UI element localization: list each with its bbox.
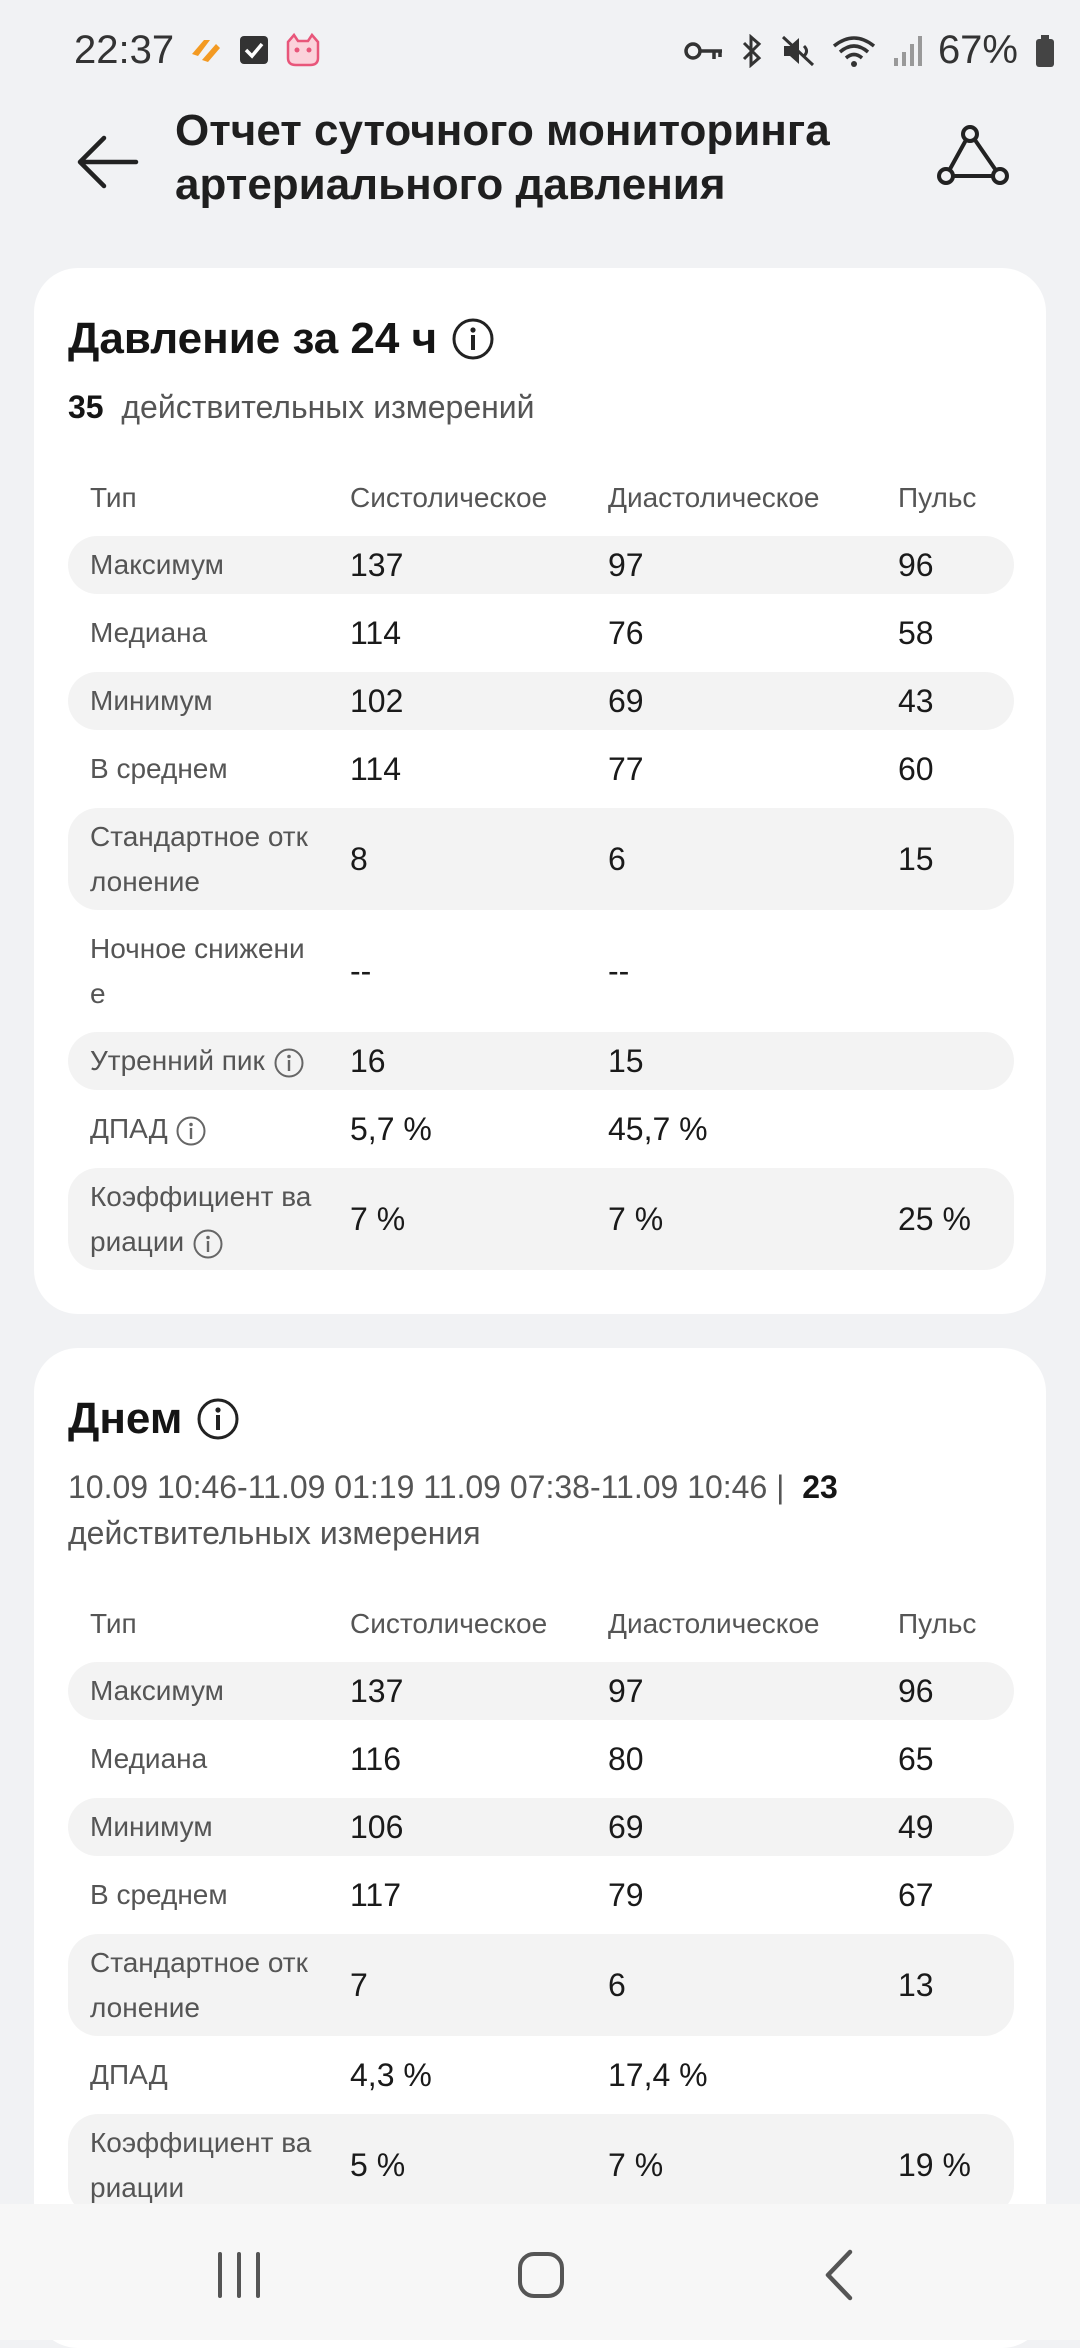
- daytime-card: [34, 1348, 1046, 2348]
- table-row: В среднем 114 77 60: [90, 751, 934, 787]
- table-row: Коэффициент ва риации 5 % 7 % 19 %: [68, 2114, 1014, 2216]
- table-row: Стандартное отк лонение 8 6 15: [68, 808, 1014, 910]
- table-row: Утренний пик 16 15: [68, 1032, 1014, 1090]
- measurement-count: 35 действительных измерений: [68, 389, 535, 425]
- col-type: Тип: [90, 1608, 137, 1639]
- col-pulse: Пульс: [898, 482, 977, 513]
- status-time: 22:37: [74, 28, 175, 72]
- info-icon[interactable]: [451, 317, 495, 361]
- home-icon: [506, 2240, 576, 2310]
- table-row: Медиана 114 76 58: [90, 615, 934, 651]
- system-back-button[interactable]: [806, 2240, 876, 2310]
- table-row: ДПАД 4,3 % 17,4 %: [90, 2057, 708, 2093]
- card-title: Давление за 24 ч: [68, 314, 495, 364]
- table-row: Медиана 116 80 65: [90, 1741, 934, 1777]
- recent-apps-button[interactable]: [204, 2240, 274, 2310]
- info-icon[interactable]: [175, 1115, 207, 1147]
- info-icon[interactable]: [273, 1047, 305, 1079]
- measurement-range: 10.09 10:46-11.09 01:19 11.09 07:38-11.09 10:46 | 23 действительных измерения: [68, 1469, 838, 1551]
- col-diastolic: Диастолическое: [608, 1608, 820, 1639]
- table-row: Максимум 137 97 96: [68, 536, 1014, 594]
- check-square-icon: [238, 34, 270, 66]
- back-icon: [806, 2240, 876, 2310]
- hand-shake-icon: [188, 32, 224, 68]
- share-icon: [936, 122, 1012, 198]
- table-row: Ночное снижени е -- --: [90, 933, 630, 1009]
- col-type: Тип: [90, 482, 137, 513]
- table-header: [68, 468, 1014, 528]
- col-systolic: Систолическое: [350, 482, 548, 513]
- status-bar: [0, 0, 1080, 104]
- recent-apps-icon: [204, 2240, 274, 2310]
- battery-percent: 67%: [937, 28, 1018, 72]
- wifi-icon: [832, 34, 876, 68]
- table-row: В среднем 117 79 67: [90, 1877, 934, 1913]
- cat-face-icon: [284, 32, 322, 68]
- home-button[interactable]: [506, 2240, 576, 2310]
- mute-icon: [780, 34, 816, 68]
- key-icon: [684, 39, 724, 63]
- back-button[interactable]: [70, 124, 146, 200]
- table-row: Минимум 106 69 49: [68, 1798, 1014, 1856]
- col-diastolic: Диастолическое: [608, 482, 820, 513]
- arrow-left-icon: [70, 124, 146, 200]
- page-title: Отчет суточного мониторинга артериального давления: [175, 106, 830, 209]
- table-header: [68, 1594, 1014, 1654]
- col-systolic: Систолическое: [350, 1608, 548, 1639]
- card-title: Днем: [68, 1394, 240, 1444]
- table-row: Минимум 102 69 43: [68, 672, 1014, 730]
- bluetooth-icon: [740, 34, 764, 68]
- battery-icon: [1034, 34, 1056, 68]
- info-icon[interactable]: [192, 1228, 224, 1260]
- col-pulse: Пульс: [898, 1608, 977, 1639]
- system-nav-bar: [0, 2204, 1080, 2340]
- table-row: Коэффициент ва риации 7 % 7 % 25 %: [68, 1168, 1014, 1270]
- pressure-24h-card: [34, 268, 1046, 1314]
- info-icon[interactable]: [196, 1397, 240, 1441]
- table-row: Стандартное отк лонение 7 6 13: [68, 1934, 1014, 2036]
- signal-icon: [892, 34, 922, 68]
- table-row: ДПАД 5,7 % 45,7 %: [90, 1111, 708, 1147]
- table-row: Максимум 137 97 96: [68, 1662, 1014, 1720]
- app-header: [0, 104, 1080, 264]
- share-button[interactable]: [936, 122, 1012, 198]
